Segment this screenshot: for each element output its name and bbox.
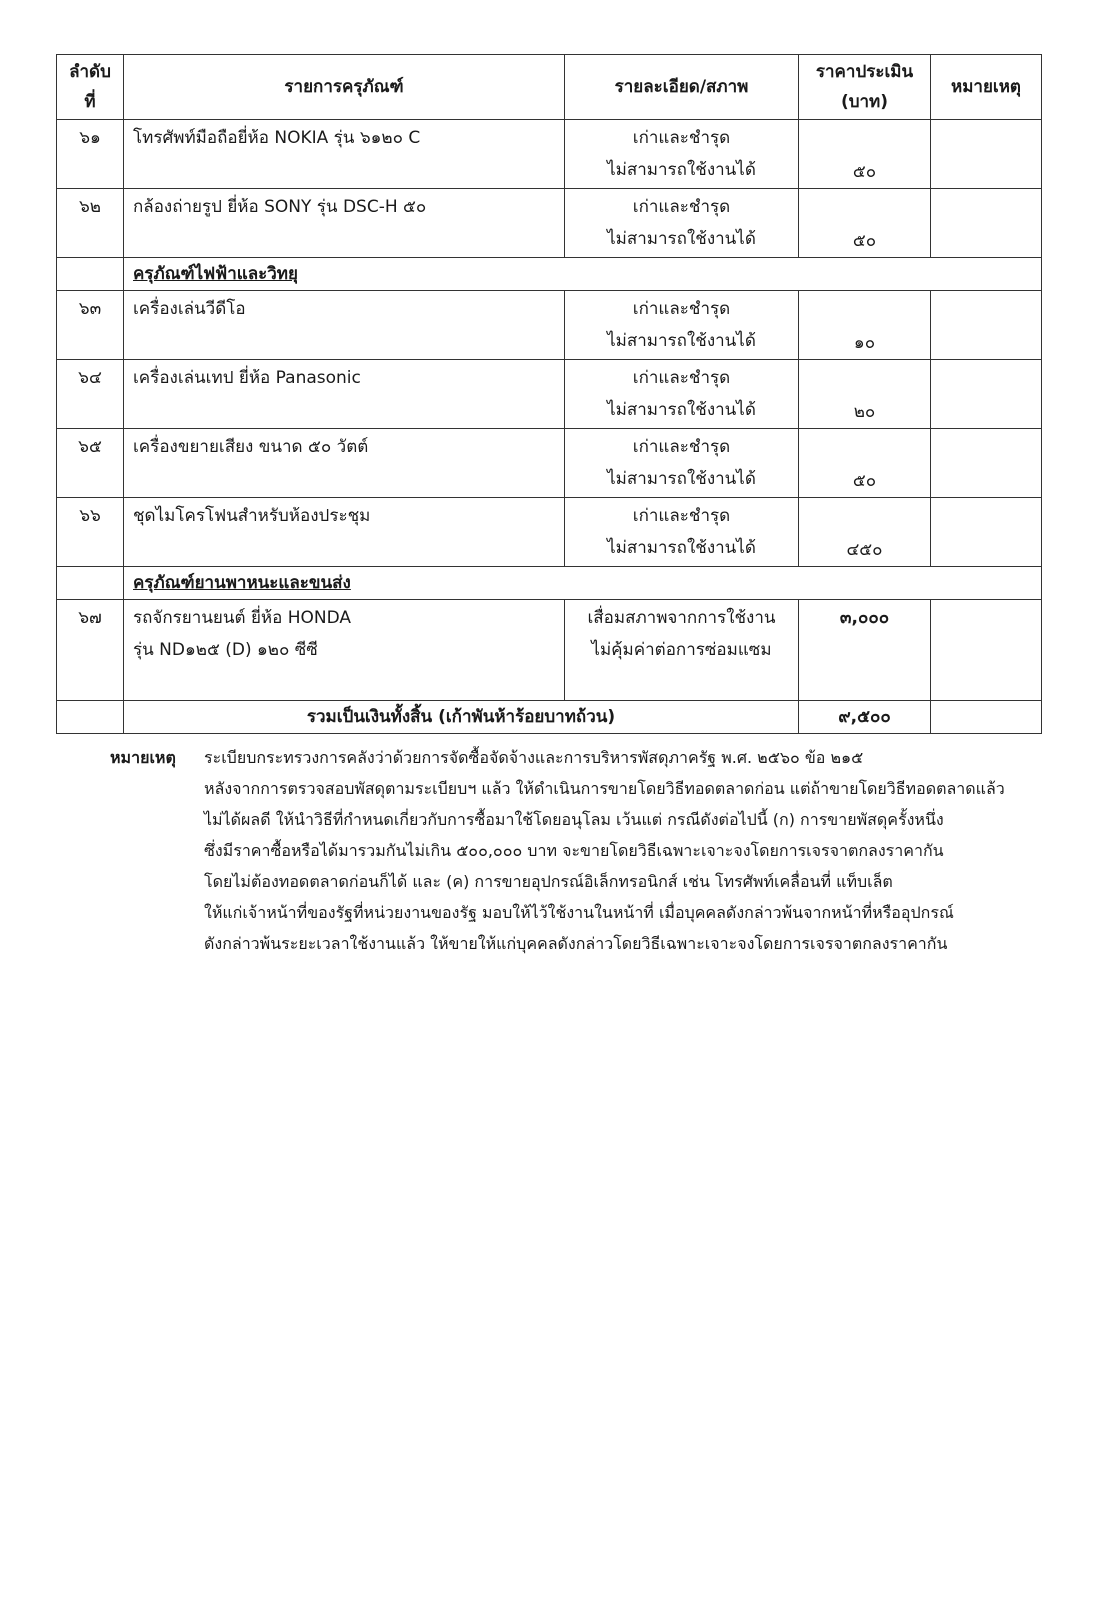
table-row <box>57 120 1042 189</box>
row-no <box>57 701 124 734</box>
row-item: เครื่องเล่นเทป ยี่ห้อ Panasonic <box>124 360 565 429</box>
table-row <box>57 600 1042 701</box>
header-detail: รายละเอียด/สภาพ <box>565 55 799 120</box>
row-detail: เก่าและชำรุด ไม่สามารถใช้งานได้ <box>565 360 799 429</box>
row-detail: เก่าและชำรุด ไม่สามารถใช้งานได้ <box>565 498 799 567</box>
table-row <box>57 429 1042 498</box>
header-item: รายการครุภัณฑ์ <box>124 55 565 120</box>
note-line: ให้แก่เจ้าหน้าที่ของรัฐที่หน่วยงานของรัฐ มอบให้ไว้ใช้งานในหน้าที่ เมื่อบุคคลดังกล่าวพ้นจากหน้าที่หรืออุปกรณ์ <box>204 903 954 922</box>
category-label: ครุภัณฑ์ไฟฟ้าและวิทยุ <box>124 258 1042 291</box>
row-no: ๖๗ <box>57 600 124 701</box>
row-item: รถจักรยานยนต์ ยี่ห้อ HONDA รุ่น ND๑๒๕ (D) ๑๒๐ ซีซี <box>124 600 565 701</box>
row-remark <box>931 701 1042 734</box>
row-item: เครื่องขยายเสียง ขนาด ๕๐ วัตต์ <box>124 429 565 498</box>
row-remark <box>931 498 1042 567</box>
row-remark <box>931 600 1042 701</box>
note-line: โดยไม่ต้องทอดตลาดก่อนก็ได้ และ (ค) การขายอุปกรณ์อิเล็กทรอนิกส์ เช่น โทรศัพท์เคลื่อนที่ แท็บเล็ต <box>204 872 893 891</box>
note-label: หมายเหตุ <box>110 748 176 767</box>
row-price: ๕๐ <box>799 189 931 258</box>
table-row <box>57 498 1042 567</box>
row-remark <box>931 291 1042 360</box>
row-no: ๖๕ <box>57 429 124 498</box>
row-detail: เก่าและชำรุด ไม่สามารถใช้งานได้ <box>565 291 799 360</box>
row-price: ๔๕๐ <box>799 498 931 567</box>
row-remark <box>931 429 1042 498</box>
row-detail: เก่าและชำรุด ไม่สามารถใช้งานได้ <box>565 120 799 189</box>
note-body <box>204 742 1005 959</box>
row-no: ๖๔ <box>57 360 124 429</box>
category-label: ครุภัณฑ์ยานพาหนะและขนส่ง <box>124 567 1042 600</box>
row-item: กล้องถ่ายรูป ยี่ห้อ SONY รุ่น DSC-H ๕๐ <box>124 189 565 258</box>
row-no: ๖๖ <box>57 498 124 567</box>
table-header-row <box>57 55 1042 120</box>
total-row <box>57 701 1042 734</box>
row-no <box>57 258 124 291</box>
row-detail: เสื่อมสภาพจากการใช้งาน ไม่คุ้มค่าต่อการซ่อมแซม <box>565 600 799 701</box>
row-item: ชุดไมโครโฟนสำหรับห้องประชุม <box>124 498 565 567</box>
row-detail: เก่าและชำรุด ไม่สามารถใช้งานได้ <box>565 429 799 498</box>
total-value: ๙,๕๐๐ <box>799 701 931 734</box>
category-row <box>57 258 1042 291</box>
row-price: ๕๐ <box>799 429 931 498</box>
row-price: ๓,๐๐๐ <box>799 600 931 701</box>
header-no: ลำดับ ที่ <box>57 55 124 120</box>
note-line: ระเบียบกระทรวงการคลังว่าด้วยการจัดซื้อจัดจ้างและการบริหารพัสดุภาครัฐ พ.ศ. ๒๕๖๐ ข้อ ๒๑๕ <box>204 748 864 767</box>
row-price: ๒๐ <box>799 360 931 429</box>
table-row <box>57 360 1042 429</box>
category-row <box>57 567 1042 600</box>
note-line: หลังจากการตรวจสอบพัสดุตามระเบียบฯ แล้ว ให้ดำเนินการขายโดยวิธีทอดตลาดก่อน แต่ถ้าขายโดยวิธีทอดตลาดแล้ว <box>204 779 1005 798</box>
row-detail: เก่าและชำรุด ไม่สามารถใช้งานได้ <box>565 189 799 258</box>
row-remark <box>931 360 1042 429</box>
header-price: ราคาประเมิน (บาท) <box>799 55 931 120</box>
row-no: ๖๓ <box>57 291 124 360</box>
total-label: รวมเป็นเงินทั้งสิ้น (เก้าพันห้าร้อยบาทถ้วน) <box>124 701 799 734</box>
row-price: ๑๐ <box>799 291 931 360</box>
row-no <box>57 567 124 600</box>
row-no: ๖๑ <box>57 120 124 189</box>
row-item: เครื่องเล่นวีดีโอ <box>124 291 565 360</box>
row-item: โทรศัพท์มือถือยี่ห้อ NOKIA รุ่น ๖๑๒๐ C <box>124 120 565 189</box>
table-row <box>57 291 1042 360</box>
note-line: ซึ่งมีราคาซื้อหรือได้มารวมกันไม่เกิน ๕๐๐,๐๐๐ บาท จะขายโดยวิธีเฉพาะเจาะจงโดยการเจรจาตกลงราคากัน <box>204 841 944 860</box>
note-line: ดังกล่าวพ้นระยะเวลาใช้งานแล้ว ให้ขายให้แก่บุคคลดังกล่าวโดยวิธีเฉพาะเจาะจงโดยการเจรจาตกลงราคากัน <box>204 934 948 953</box>
row-remark <box>931 189 1042 258</box>
table-row <box>57 189 1042 258</box>
asset-disposal-table <box>56 54 1042 734</box>
row-remark <box>931 120 1042 189</box>
row-no: ๖๒ <box>57 189 124 258</box>
note-line: ไม่ได้ผลดี ให้นำวิธีที่กำหนดเกี่ยวกับการซื้อมาใช้โดยอนุโลม เว้นแต่ กรณีดังต่อไปนี้ (ก) การขายพัสดุครั้งหนึ่ง <box>204 810 944 829</box>
row-price: ๕๐ <box>799 120 931 189</box>
header-remark: หมายเหตุ <box>931 55 1042 120</box>
